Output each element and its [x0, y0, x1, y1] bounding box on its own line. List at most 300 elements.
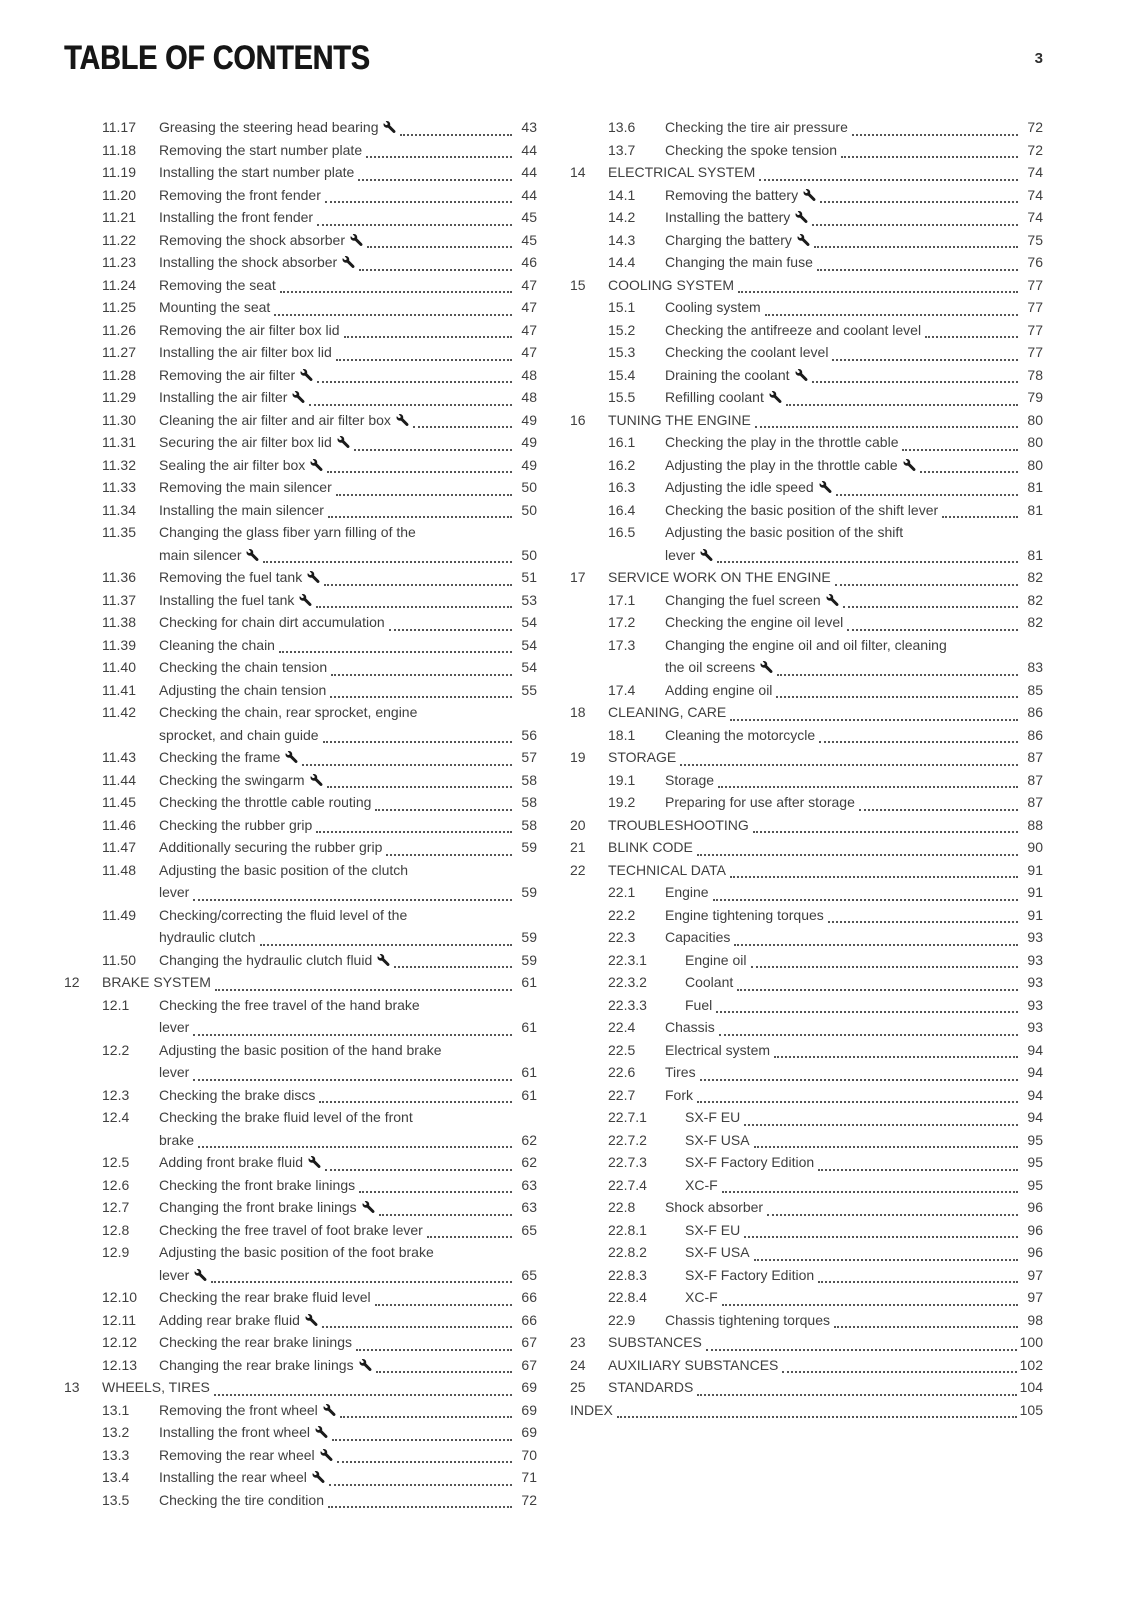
toc-entry-page: 67: [521, 1334, 537, 1350]
toc-entry: [570, 476, 1043, 499]
toc-entry-page: 81: [1027, 479, 1043, 495]
toc-entry-title: SX-F Factory Edition: [685, 1266, 815, 1283]
toc-entry-page: 59: [521, 884, 537, 900]
toc-entry-title: Cleaning the chain: [159, 636, 275, 653]
toc-entry-page: 79: [1027, 389, 1043, 405]
toc-entry: [64, 656, 537, 679]
toc-entry: [64, 184, 537, 207]
toc-entry: [570, 296, 1043, 319]
toc-entry-number: 22.2: [608, 906, 636, 923]
toc-entry-page: 66: [521, 1289, 537, 1305]
toc-entry-page: 94: [1027, 1109, 1043, 1125]
toc-entry-title: Checking the antifreeze and coolant level: [665, 321, 922, 338]
toc-entry-title: Adjusting the basic position of the foot brake: [159, 1244, 434, 1260]
toc-entry-title: Cooling system: [665, 299, 761, 315]
toc-entry-page: 82: [1027, 591, 1043, 608]
toc-entry-page: 104: [1019, 1379, 1043, 1395]
dot-leader: [767, 1200, 1018, 1216]
dot-leader: [697, 1380, 1016, 1396]
toc-entry-title: sprocket, and chain guide: [159, 726, 319, 743]
toc-entry-number: 22.3.1: [608, 951, 647, 968]
dot-leader: [832, 345, 1018, 361]
toc-entry: [570, 836, 1043, 859]
dot-leader: [776, 682, 1018, 698]
toc-entry-number: 12: [64, 974, 80, 990]
wrench-icon: [396, 414, 409, 426]
dot-leader: [340, 1402, 512, 1418]
toc-entry-title: Capacities: [665, 929, 731, 945]
toc-entry-number: 11.48: [102, 861, 136, 878]
toc-entry-title: Fuel: [685, 996, 713, 1013]
toc-entry-title: lever: [159, 1264, 207, 1287]
dot-leader: [354, 435, 512, 451]
toc-entry-title: Changing the glass fiber yarn filling of the: [159, 524, 416, 540]
wrench-icon: [310, 459, 323, 471]
toc-entry: [570, 251, 1043, 274]
toc-entry-page: 48: [521, 366, 537, 383]
toc-entry-page: 82: [1027, 569, 1043, 585]
dot-leader: [818, 1155, 1018, 1171]
dot-leader: [356, 1335, 512, 1351]
toc-entry-page: 96: [1027, 1221, 1043, 1238]
toc-entry: [570, 274, 1043, 297]
toc-entry-title: Checking the frame: [159, 746, 298, 769]
toc-entry: [64, 409, 537, 432]
toc-entry: [64, 1219, 537, 1242]
toc-entry: [64, 1039, 537, 1084]
toc-entry-number: 15.5: [608, 389, 636, 405]
toc-entry: [64, 139, 537, 162]
dot-leader: [379, 1200, 512, 1216]
toc-entry-page: 47: [521, 276, 537, 293]
toc-entry-title: Changing the rear brake linings: [159, 1354, 372, 1377]
dot-leader: [325, 1155, 512, 1171]
toc-entry-title: Shock absorber: [665, 1199, 764, 1215]
toc-entry-page: 72: [521, 1491, 537, 1508]
page-title: TABLE OF CONTENTS: [64, 39, 370, 77]
toc-entry-number: 11.34: [102, 501, 136, 518]
toc-entry: [570, 611, 1043, 634]
dot-leader: [680, 750, 1018, 766]
wrench-icon: [310, 774, 323, 786]
toc-entry-number: 11.27: [102, 344, 136, 360]
dot-leader: [336, 480, 512, 496]
toc-entry-title: CLEANING, CARE: [608, 704, 727, 720]
dot-leader: [198, 1132, 512, 1148]
toc-entry-page: 69: [521, 1379, 537, 1395]
toc-entry-page: 86: [1027, 704, 1043, 720]
toc-entry: [64, 476, 537, 499]
toc-entry: [570, 994, 1043, 1017]
toc-entry-page: 93: [1027, 929, 1043, 945]
dot-leader: [328, 1492, 512, 1508]
dot-leader: [836, 480, 1018, 496]
toc-entry-title: Installing the fuel tank: [159, 589, 312, 612]
toc-entry-page: 87: [1027, 749, 1043, 765]
toc-entry-number: 22.7.1: [608, 1109, 647, 1125]
toc-entry-number: 18.1: [608, 726, 636, 743]
dot-leader: [722, 1290, 1018, 1306]
toc-entry-number: 14: [570, 164, 586, 180]
dot-leader: [389, 615, 512, 631]
toc-entry-page: 102: [1019, 1356, 1043, 1373]
wrench-icon: [826, 594, 839, 606]
toc-entry: [570, 1241, 1043, 1264]
toc-entry-title: Chassis tightening torques: [665, 1311, 830, 1328]
toc-entry: [64, 161, 537, 184]
dot-leader: [738, 277, 1018, 293]
toc-entry-number: 11.33: [102, 479, 136, 495]
toc-entry-title: SX-F USA: [685, 1244, 750, 1260]
toc-entry-number: 13.3: [102, 1446, 130, 1463]
toc-entry-title: Checking/correcting the fluid level of the: [159, 906, 408, 923]
toc-entry-number: 16: [570, 411, 586, 428]
toc-entry-title: Checking the play in the throttle cable: [665, 434, 899, 450]
toc-entry-title: Adding engine oil: [665, 681, 773, 698]
toc-entry-page: 85: [1027, 681, 1043, 698]
toc-entry-number: 15.1: [608, 299, 636, 315]
toc-entry-page: 53: [521, 591, 537, 608]
toc-entry-number: 16.2: [608, 456, 636, 473]
wrench-icon: [803, 189, 816, 201]
dot-leader: [263, 547, 512, 563]
dot-leader: [359, 255, 512, 271]
toc-entry-number: 11.19: [102, 164, 136, 180]
wrench-icon: [323, 1404, 336, 1416]
toc-entry-title: Tires: [665, 1064, 696, 1080]
dot-leader: [751, 952, 1019, 968]
toc-entry: [570, 904, 1043, 927]
toc-entry-title: Adjusting the basic position of the hand brake: [159, 1041, 442, 1058]
toc-entry-title: Chassis: [665, 1019, 715, 1035]
toc-entry-title: COOLING SYSTEM: [608, 276, 735, 293]
toc-column-right: [570, 116, 1043, 1511]
toc-entry-number: 22.8.3: [608, 1266, 647, 1283]
toc-entry: [64, 1241, 537, 1286]
toc-entry-page: 62: [521, 1131, 537, 1148]
toc-entry: [64, 386, 537, 409]
toc-entry-title: Checking the rubber grip: [159, 816, 313, 833]
toc-entry: [570, 566, 1043, 589]
toc-entry-page: 100: [1019, 1334, 1043, 1350]
toc-entry-number: 23: [570, 1334, 586, 1350]
toc-entry-page: 93: [1027, 996, 1043, 1013]
dot-leader: [902, 435, 1018, 451]
toc-entry-title: lever: [159, 1064, 190, 1080]
toc-entry-title: Checking the swingarm: [159, 769, 323, 792]
toc-entry: [570, 499, 1043, 522]
toc-entry-page: 61: [521, 974, 537, 990]
toc-entry: [64, 589, 537, 612]
page-number: 3: [1034, 50, 1043, 67]
dot-leader: [835, 570, 1018, 586]
toc-entry-page: 82: [1027, 614, 1043, 630]
toc-entry: [64, 701, 537, 746]
toc-entry-title: Checking the tire condition: [159, 1491, 324, 1508]
toc-entry-page: 70: [521, 1446, 537, 1463]
toc-entry-number: 22.8.2: [608, 1244, 647, 1260]
toc-entry-number: 22.3.2: [608, 974, 647, 990]
toc-entry: [64, 746, 537, 769]
toc-entry-number: 11.38: [102, 614, 136, 630]
toc-entry-title: BRAKE SYSTEM: [102, 974, 211, 990]
toc-entry-page: 72: [1027, 141, 1043, 158]
wrench-icon: [760, 661, 773, 673]
toc-entry: [64, 521, 537, 566]
dot-leader: [322, 1312, 512, 1328]
toc-entry-number: 17: [570, 569, 586, 585]
wrench-icon: [797, 234, 810, 246]
dot-leader: [325, 187, 512, 203]
toc-entry-page: 44: [521, 141, 537, 158]
toc-entry-number: 24: [570, 1356, 586, 1373]
dot-leader: [319, 1087, 512, 1103]
toc-entry-title: lever: [159, 1019, 190, 1035]
toc-entry: [64, 1309, 537, 1332]
toc-entry-page: 77: [1027, 276, 1043, 293]
toc-entry-title: Engine tightening torques: [665, 906, 824, 923]
dot-leader: [280, 277, 512, 293]
toc-entry-title: BLINK CODE: [608, 839, 693, 855]
toc-entry-title: Checking the chain tension: [159, 659, 328, 675]
toc-entry: [64, 229, 537, 252]
toc-entry-page: 74: [1027, 164, 1043, 180]
dot-leader: [327, 457, 512, 473]
dot-leader: [920, 457, 1018, 473]
toc-entry: [570, 1264, 1043, 1287]
toc-entry-page: 91: [1027, 884, 1043, 900]
wrench-icon: [292, 391, 305, 403]
toc-entry-title: TROUBLESHOOTING: [608, 816, 749, 833]
toc-entry-title: Removing the seat: [159, 276, 276, 293]
toc-entry: [64, 296, 537, 319]
toc-entry-page: 54: [521, 659, 537, 675]
toc-entry-number: 12.3: [102, 1086, 130, 1103]
toc-entry-page: 74: [1027, 186, 1043, 203]
wrench-icon: [903, 459, 916, 471]
toc-entry-title: Draining the coolant: [665, 364, 808, 387]
wrench-icon: [300, 369, 313, 381]
toc-entry: [64, 431, 537, 454]
toc-entry-title: Removing the start number plate: [159, 141, 363, 158]
dot-leader: [812, 210, 1018, 226]
toc-entry-title: Sealing the air filter box: [159, 454, 323, 477]
toc-entry-page: 77: [1027, 299, 1043, 315]
toc-entry-number: 19.1: [608, 771, 636, 788]
toc-entry-number: 11.37: [102, 591, 136, 608]
toc-entry-title: Removing the main silencer: [159, 479, 332, 495]
toc-entry-number: 13.7: [608, 141, 636, 158]
dot-leader: [413, 412, 512, 428]
toc-entry: [64, 319, 537, 342]
wrench-icon: [362, 1201, 375, 1213]
toc-entry-page: 81: [1027, 546, 1043, 563]
toc-entry-title: Removing the air filter box lid: [159, 321, 340, 338]
toc-entry-title: the oil screens: [665, 656, 773, 679]
dot-leader: [722, 1177, 1018, 1193]
dot-leader: [331, 660, 512, 676]
toc-entry-number: 11.36: [102, 569, 136, 585]
toc-entry-title: Installing the battery: [665, 206, 808, 229]
toc-entry-number: 11.25: [102, 299, 136, 315]
dot-leader: [759, 165, 1018, 181]
toc-entry-title: Checking the free travel of the hand brake: [159, 996, 420, 1013]
toc-entry: [570, 926, 1043, 949]
toc-entry-title: SX-F EU: [685, 1109, 741, 1125]
dot-leader: [755, 412, 1018, 428]
dot-leader: [812, 367, 1018, 383]
dot-leader: [730, 862, 1018, 878]
toc-entry-title: Checking the free travel of foot brake lever: [159, 1221, 423, 1238]
toc-entry-title: Removing the rear wheel: [159, 1444, 333, 1467]
toc-entry-page: 80: [1027, 456, 1043, 473]
toc-entry-title: Checking the engine oil level: [665, 614, 844, 630]
toc-entry: [570, 1151, 1043, 1174]
dot-leader: [734, 930, 1018, 946]
toc-entry: [64, 791, 537, 814]
toc-entry-title: AUXILIARY SUBSTANCES: [608, 1356, 779, 1373]
toc-entry-page: 45: [521, 231, 537, 248]
toc-entry: [64, 904, 537, 949]
toc-entry: [64, 971, 537, 994]
dot-leader: [841, 142, 1018, 158]
dot-leader: [214, 1380, 512, 1396]
toc-entry-title: Installing the front fender: [159, 209, 314, 225]
wrench-icon: [342, 256, 355, 268]
toc-entry-number: 16.5: [608, 524, 636, 540]
toc-entry-title: Coolant: [685, 974, 734, 990]
toc-entry-number: 11.24: [102, 276, 136, 293]
toc-entry-title: Checking the spoke tension: [665, 141, 837, 158]
toc-entry: [64, 341, 537, 364]
toc-entry-number: 22.7.3: [608, 1154, 647, 1170]
dot-leader: [817, 255, 1018, 271]
toc-entry-title: Checking the basic position of the shift lever: [665, 501, 939, 518]
toc-entry: [570, 1286, 1043, 1309]
wrench-icon: [308, 1156, 321, 1168]
toc-entry: [570, 724, 1043, 747]
dot-leader: [394, 952, 512, 968]
toc-entry: [64, 836, 537, 859]
toc-entry-page: 58: [521, 794, 537, 810]
toc-entry: [570, 1219, 1043, 1242]
dot-leader: [317, 210, 512, 226]
toc-entry-number: 13.5: [102, 1491, 130, 1508]
dot-leader: [359, 1177, 512, 1193]
toc-entry-page: 87: [1027, 771, 1043, 788]
wrench-icon: [307, 571, 320, 583]
toc-entry-page: 83: [1027, 659, 1043, 675]
dot-leader: [329, 1470, 512, 1486]
toc-entry: [570, 634, 1043, 679]
dot-leader: [358, 165, 512, 181]
toc-entry-page: 96: [1027, 1244, 1043, 1260]
wrench-icon: [315, 1426, 328, 1438]
wrench-icon: [359, 1359, 372, 1371]
toc-entry: [570, 881, 1043, 904]
toc-entry-number: 20: [570, 816, 586, 833]
toc-entry-number: 22.8.4: [608, 1289, 647, 1305]
dot-leader: [617, 1402, 1017, 1418]
wrench-icon: [312, 1471, 325, 1483]
toc-entry: [570, 1399, 1043, 1422]
toc-entry-number: 17.3: [608, 636, 636, 653]
toc-entry-page: 58: [521, 771, 537, 788]
toc-entry-page: 49: [521, 434, 537, 450]
toc-entry-page: 77: [1027, 344, 1043, 360]
dot-leader: [859, 795, 1018, 811]
toc-entry-page: 96: [1027, 1199, 1043, 1215]
toc-entry-number: 14.4: [608, 254, 636, 270]
toc-entry-number: 12.12: [102, 1334, 138, 1350]
toc-entry-title: Checking the coolant level: [665, 344, 829, 360]
toc-entry-number: 22.3.3: [608, 996, 647, 1013]
toc-entry-page: 75: [1027, 231, 1043, 248]
toc-entry: [64, 679, 537, 702]
toc-entry-page: 51: [521, 569, 537, 585]
toc-entry-number: 11.26: [102, 321, 136, 338]
toc-entry-number: 11.21: [102, 209, 136, 225]
toc-entry-number: 11.42: [102, 704, 136, 720]
toc-entry-number: 22.7.2: [608, 1131, 647, 1148]
toc-entry-title: Engine oil: [685, 951, 747, 968]
toc-entry-title: SERVICE WORK ON THE ENGINE: [608, 569, 831, 585]
toc-entry-page: 47: [521, 299, 537, 315]
toc-entry-page: 47: [521, 344, 537, 360]
toc-entry-page: 87: [1027, 794, 1043, 810]
toc-entry-title: Checking the tire air pressure: [665, 119, 848, 135]
toc-entry-number: 12.4: [102, 1109, 130, 1125]
dot-leader: [706, 1335, 1017, 1351]
toc-entry-title: Adjusting the basic position of the shift: [665, 524, 904, 540]
dot-leader: [330, 682, 512, 698]
toc-entry-page: 93: [1027, 974, 1043, 990]
toc-entry: [64, 994, 537, 1039]
dot-leader: [309, 390, 512, 406]
toc-entry-number: 11.32: [102, 456, 136, 473]
toc-entry: [570, 521, 1043, 566]
toc-entry: [64, 116, 537, 139]
toc-entry-number: 11.49: [102, 906, 136, 923]
toc-entry: [570, 454, 1043, 477]
dot-leader: [323, 727, 512, 743]
toc-entry: [570, 1309, 1043, 1332]
toc-entry-title: Securing the air filter box lid: [159, 431, 350, 454]
toc-entry-title: STANDARDS: [608, 1379, 694, 1395]
toc-entry: [64, 1376, 537, 1399]
toc-entry-number: 22.8: [608, 1199, 636, 1215]
toc-entry-title: STORAGE: [608, 749, 677, 765]
toc-entry-page: 77: [1027, 321, 1043, 338]
toc-entry-title: Changing the front brake linings: [159, 1196, 375, 1219]
toc-entry: [64, 1399, 537, 1422]
dot-leader: [302, 750, 512, 766]
toc-entry: [570, 1376, 1043, 1399]
toc-entry-page: 88: [1027, 816, 1043, 833]
toc-entry-number: 12.13: [102, 1356, 138, 1373]
toc-entry-number: 11.30: [102, 411, 136, 428]
toc-entry: [570, 814, 1043, 837]
toc-entry-title: Adding front brake fluid: [159, 1151, 321, 1174]
wrench-icon: [700, 549, 713, 561]
toc-entry-title: Removing the air filter: [159, 364, 313, 387]
dot-leader: [819, 727, 1018, 743]
toc-entry-page: 90: [1027, 839, 1043, 855]
dot-leader: [818, 1267, 1018, 1283]
toc-entry-number: 17.1: [608, 591, 636, 608]
toc-entry: [64, 1084, 537, 1107]
toc-entry: [64, 1151, 537, 1174]
